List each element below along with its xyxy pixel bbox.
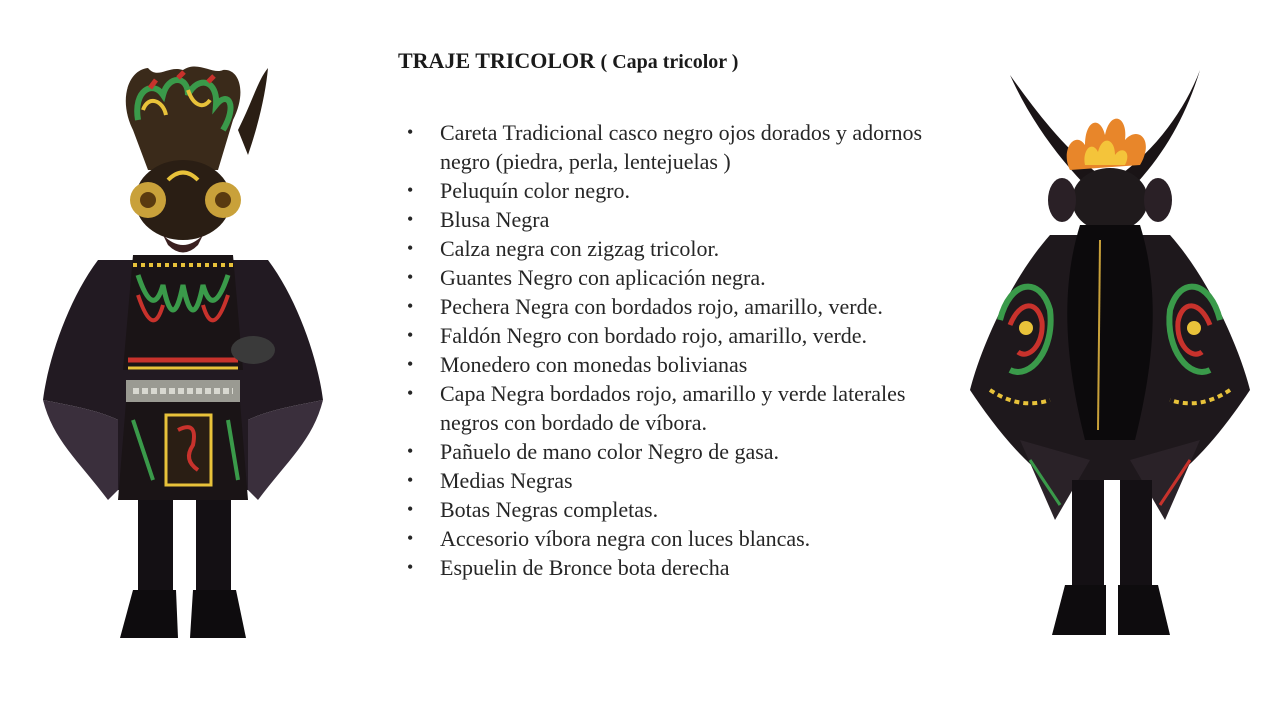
list-item: • Careta Tradicional casco negro ojos dorados y adornos negro (piedra, perla, lentejuelas ): [407, 120, 923, 174]
list-item: • Accesorio víbora negra con luces blancas.: [407, 526, 811, 551]
bullet-icon: •: [407, 383, 414, 403]
costume-back-photo: [960, 60, 1260, 640]
bullet-icon: •: [407, 296, 414, 316]
bullet-icon: •: [407, 528, 414, 548]
list-item: • Botas Negras completas.: [407, 497, 659, 522]
bullet-icon: •: [407, 238, 414, 258]
bullet-icon: •: [407, 441, 414, 461]
bullet-icon: •: [407, 122, 414, 142]
costume-items-list: [405, 118, 945, 582]
list-item: • Capa Negra bordados rojo, amarillo y verde laterales negros con bordado de víbora.: [407, 381, 906, 435]
list-item: • Calza negra con zigzag tricolor.: [407, 236, 720, 261]
bullet-icon: •: [407, 557, 414, 577]
bullet-icon: •: [407, 470, 414, 490]
bullet-icon: •: [407, 267, 414, 287]
title-main: TRAJE TRICOLOR: [398, 48, 596, 73]
bullet-icon: •: [407, 354, 414, 374]
list-item: • Blusa Negra: [407, 207, 550, 232]
list-item: • Faldón Negro con bordado rojo, amarillo, verde.: [407, 323, 868, 348]
list-item: • Monedero con monedas bolivianas: [407, 352, 748, 377]
title-sub: ( Capa tricolor ): [600, 51, 739, 73]
costume-front-photo: [38, 60, 328, 640]
list-item: • Peluquín color negro.: [407, 178, 631, 203]
list-item: • Espuelin de Bronce bota derecha: [407, 555, 730, 580]
list-item: • Pechera Negra con bordados rojo, amarillo, verde.: [407, 294, 883, 319]
bullet-icon: •: [407, 325, 414, 345]
list-item: • Guantes Negro con aplicación negra.: [407, 265, 766, 290]
bullet-icon: •: [407, 180, 414, 200]
list-item: • Medias Negras: [407, 468, 573, 493]
slide-title: [398, 48, 738, 74]
list-item: • Pañuelo de mano color Negro de gasa.: [407, 439, 780, 464]
bullet-icon: •: [407, 499, 414, 519]
bullet-icon: •: [407, 209, 414, 229]
